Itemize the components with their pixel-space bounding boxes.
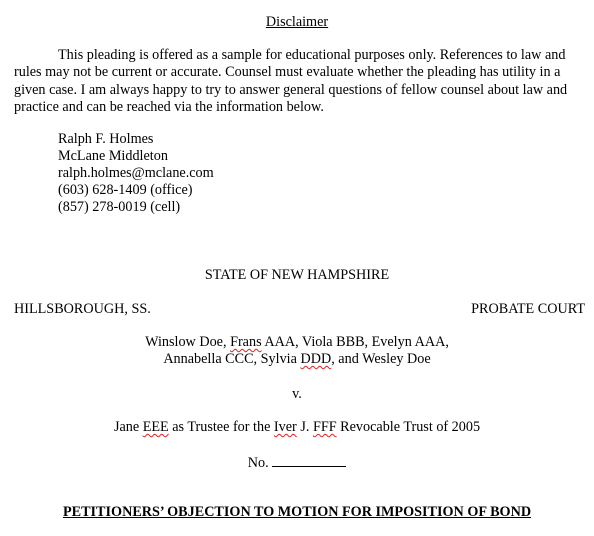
contact-cell-phone: (857) 278-0019 (cell): [58, 199, 181, 215]
respondent-text: J.: [296, 419, 313, 435]
respondent-text: Revocable Trust of 2005: [336, 419, 481, 435]
disclaimer-heading: Disclaimer: [265, 14, 329, 30]
contact-block: [58, 131, 214, 216]
respondent-name-flagged: Iver: [273, 419, 297, 435]
petitioners-line-1: [0, 334, 594, 351]
respondent-line: [0, 419, 594, 436]
petitioners-line-2: [0, 351, 594, 368]
disclaimer-paragraph: [14, 47, 582, 116]
contact-firm: McLane Middleton: [58, 148, 168, 164]
disclaimer-text: This pleading is offered as a sample for educational purposes only. References to law and rules may not be current or accurate. Counsel must evaluate whether the pleading has utility in a given case. I am always happy to try to answer general questions of fellow counsel about law and practice and can be reached via the information below.: [14, 47, 568, 115]
respondent-text: Jane: [113, 419, 143, 435]
versus-label: v.: [292, 386, 302, 402]
case-number-blank: [272, 453, 346, 467]
case-number-line: [0, 453, 594, 472]
respondent-name-flagged: FFF: [312, 419, 337, 435]
petitioner-name-flagged: DDD: [300, 351, 332, 367]
petitioner-text: AAA, Viola BBB, Evelyn AAA,: [261, 334, 449, 350]
case-number-label: No.: [247, 455, 269, 471]
contact-office-phone: (603) 628-1409 (office): [58, 182, 193, 198]
respondent-text: as Trustee for the: [168, 419, 274, 435]
contact-name: Ralph F. Holmes: [58, 131, 154, 147]
court-label: PROBATE COURT: [471, 301, 585, 317]
petitioner-text: Annabella CCC, Sylvia: [163, 351, 301, 367]
petitioner-text: Winslow Doe,: [145, 334, 231, 350]
state-heading: STATE OF NEW HAMPSHIRE: [204, 267, 390, 283]
county-label: HILLSBOROUGH, SS.: [14, 301, 151, 317]
petitioner-text: , and Wesley Doe: [331, 351, 431, 367]
respondent-name-flagged: EEE: [142, 419, 169, 435]
document-title: PETITIONERS’ OBJECTION TO MOTION FOR IMPOSITION OF BOND: [62, 504, 532, 520]
petitioner-name-flagged: Frans: [230, 334, 262, 350]
contact-email: ralph.holmes@mclane.com: [58, 165, 214, 181]
